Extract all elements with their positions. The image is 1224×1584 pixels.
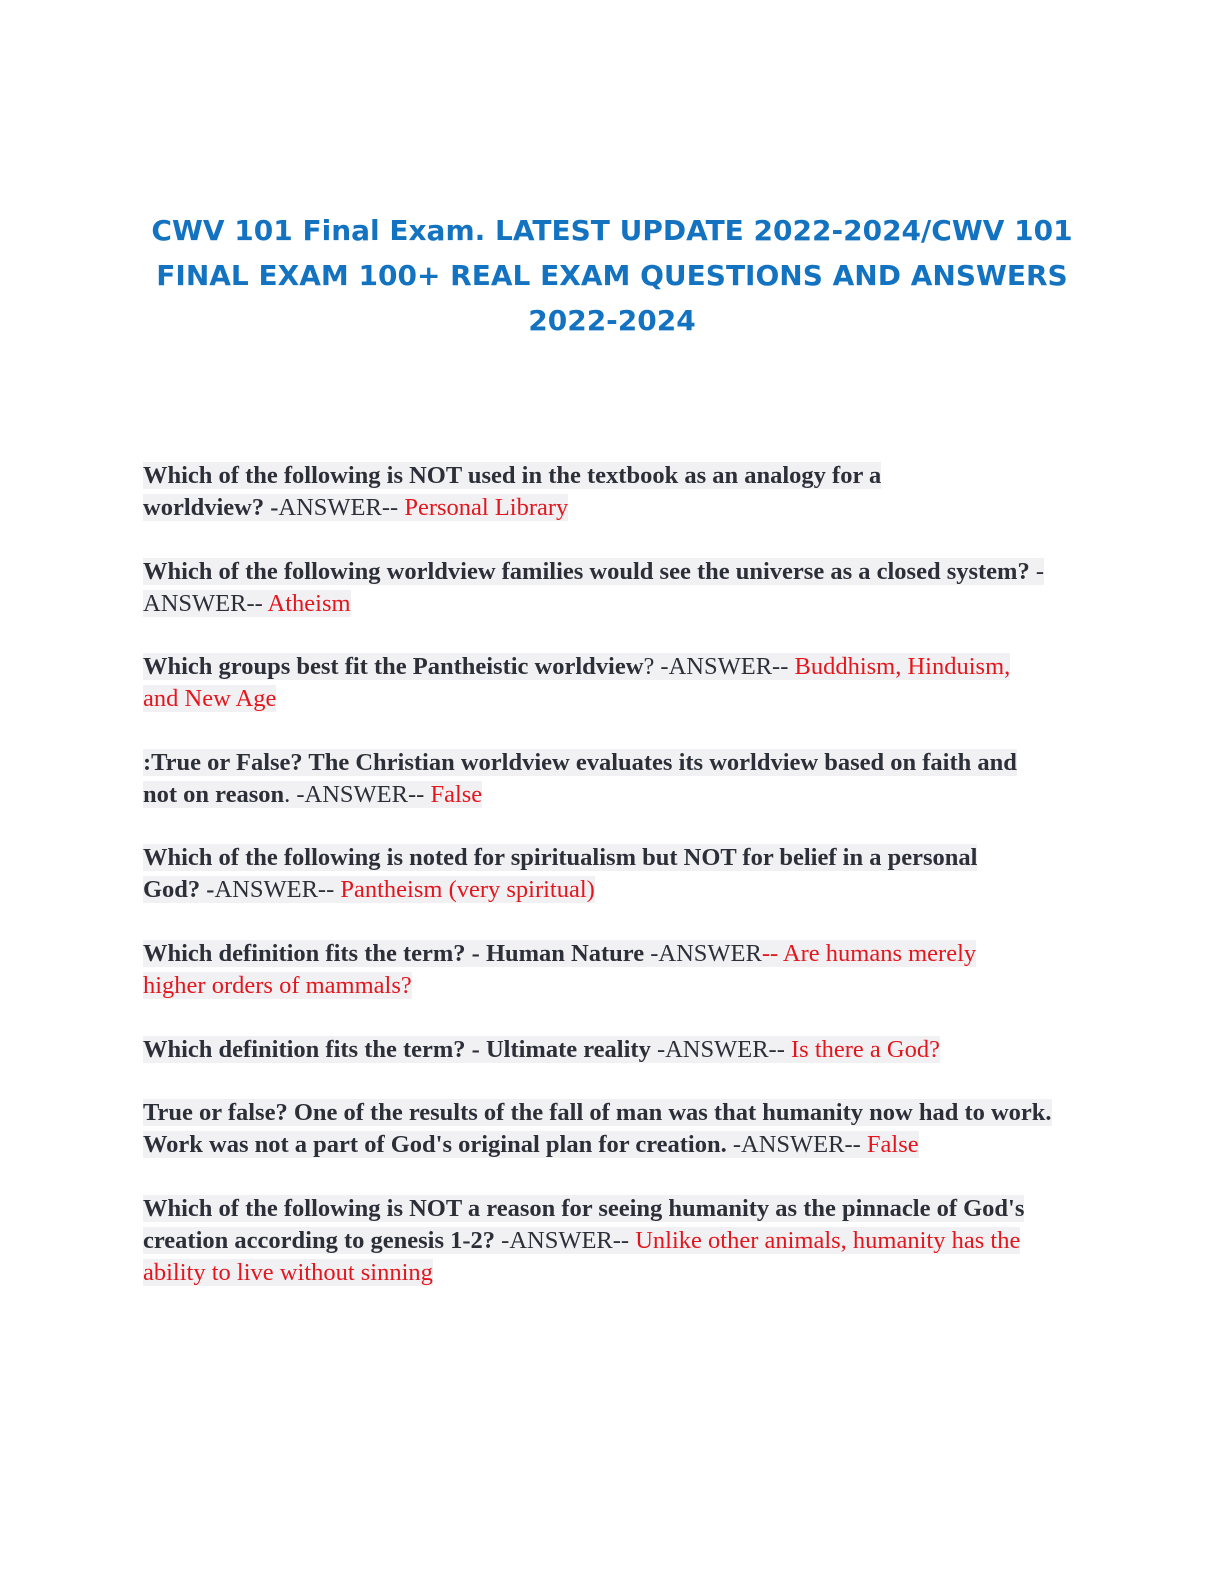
question-text: Which definition fits the term? - Ultimate reality <box>143 1035 657 1063</box>
answer-marker: ANSWER-- <box>214 876 341 904</box>
qa-list <box>143 460 1083 1320</box>
answer-marker: -ANSWER-- <box>732 1131 867 1159</box>
qa-item <box>143 842 988 906</box>
qa-item <box>143 460 1003 524</box>
question-text: Which of the following is noted for spiritualism but NOT for belief in a personal God? - <box>143 844 978 904</box>
answer-text: Personal Library <box>404 494 569 521</box>
answer-text: Atheism <box>267 589 351 617</box>
question-text: Which of the following is NOT a reason for seeing humanity as the pinnacle of God's creation according to genesis 1-2? <box>143 1194 1025 1254</box>
answer-text: Is there a God? <box>791 1035 940 1063</box>
question-text: :True or False? The Christian worldview evaluates its worldview based on faith and not on reason <box>143 748 1017 808</box>
qa-item <box>143 556 1058 620</box>
answer-marker: -ANSWER <box>650 939 762 967</box>
question-text: Which groups best fit the Pantheistic worldview <box>143 653 644 681</box>
answer-text: Pantheism (very spiritual) <box>340 876 595 904</box>
question-text: Which of the following worldview families would see the universe as a closed system? <box>143 557 1036 585</box>
answer-marker: ANSWER-- <box>278 494 405 521</box>
answer-text: False <box>430 780 483 808</box>
qa-item <box>143 1034 1068 1066</box>
answer-marker: -ANSWER-- <box>656 1035 791 1063</box>
qa-item <box>143 651 1013 715</box>
answer-text: False <box>866 1131 919 1159</box>
answer-marker: . -ANSWER-- <box>284 780 431 808</box>
question-text: True or false? One of the results of the fall of man was that humanity now had to work. Work was not a part of God's original plan for creation. <box>143 1099 1052 1159</box>
qa-item <box>143 1193 1053 1289</box>
answer-text: Unlike other animals, humanity has the ability to live without sinning <box>143 1226 1021 1286</box>
answer-marker: ? -ANSWER-- <box>643 653 795 681</box>
answer-marker: -ANSWER-- <box>143 557 1045 617</box>
qa-item <box>143 938 1013 1002</box>
question-text: Which definition fits the term? - Human Nature <box>143 939 651 967</box>
answer-text: -- Are humans merely higher orders of mammals? <box>143 939 977 999</box>
qa-item <box>143 1097 1073 1161</box>
qa-item <box>143 747 1028 811</box>
answer-text: Buddhism, Hinduism, and New Age <box>143 653 1011 713</box>
document-title: CWV 101 Final Exam. LATEST UPDATE 2022-2024/CWV 101 FINAL EXAM 100+ REAL EXAM QUESTIONS AND ANSWERS 2022-2024 <box>151 214 1073 337</box>
question-text: Which of the following is NOT used in the textbook as an analogy for a worldview? - <box>143 462 882 521</box>
answer-marker: -ANSWER-- <box>501 1226 636 1254</box>
